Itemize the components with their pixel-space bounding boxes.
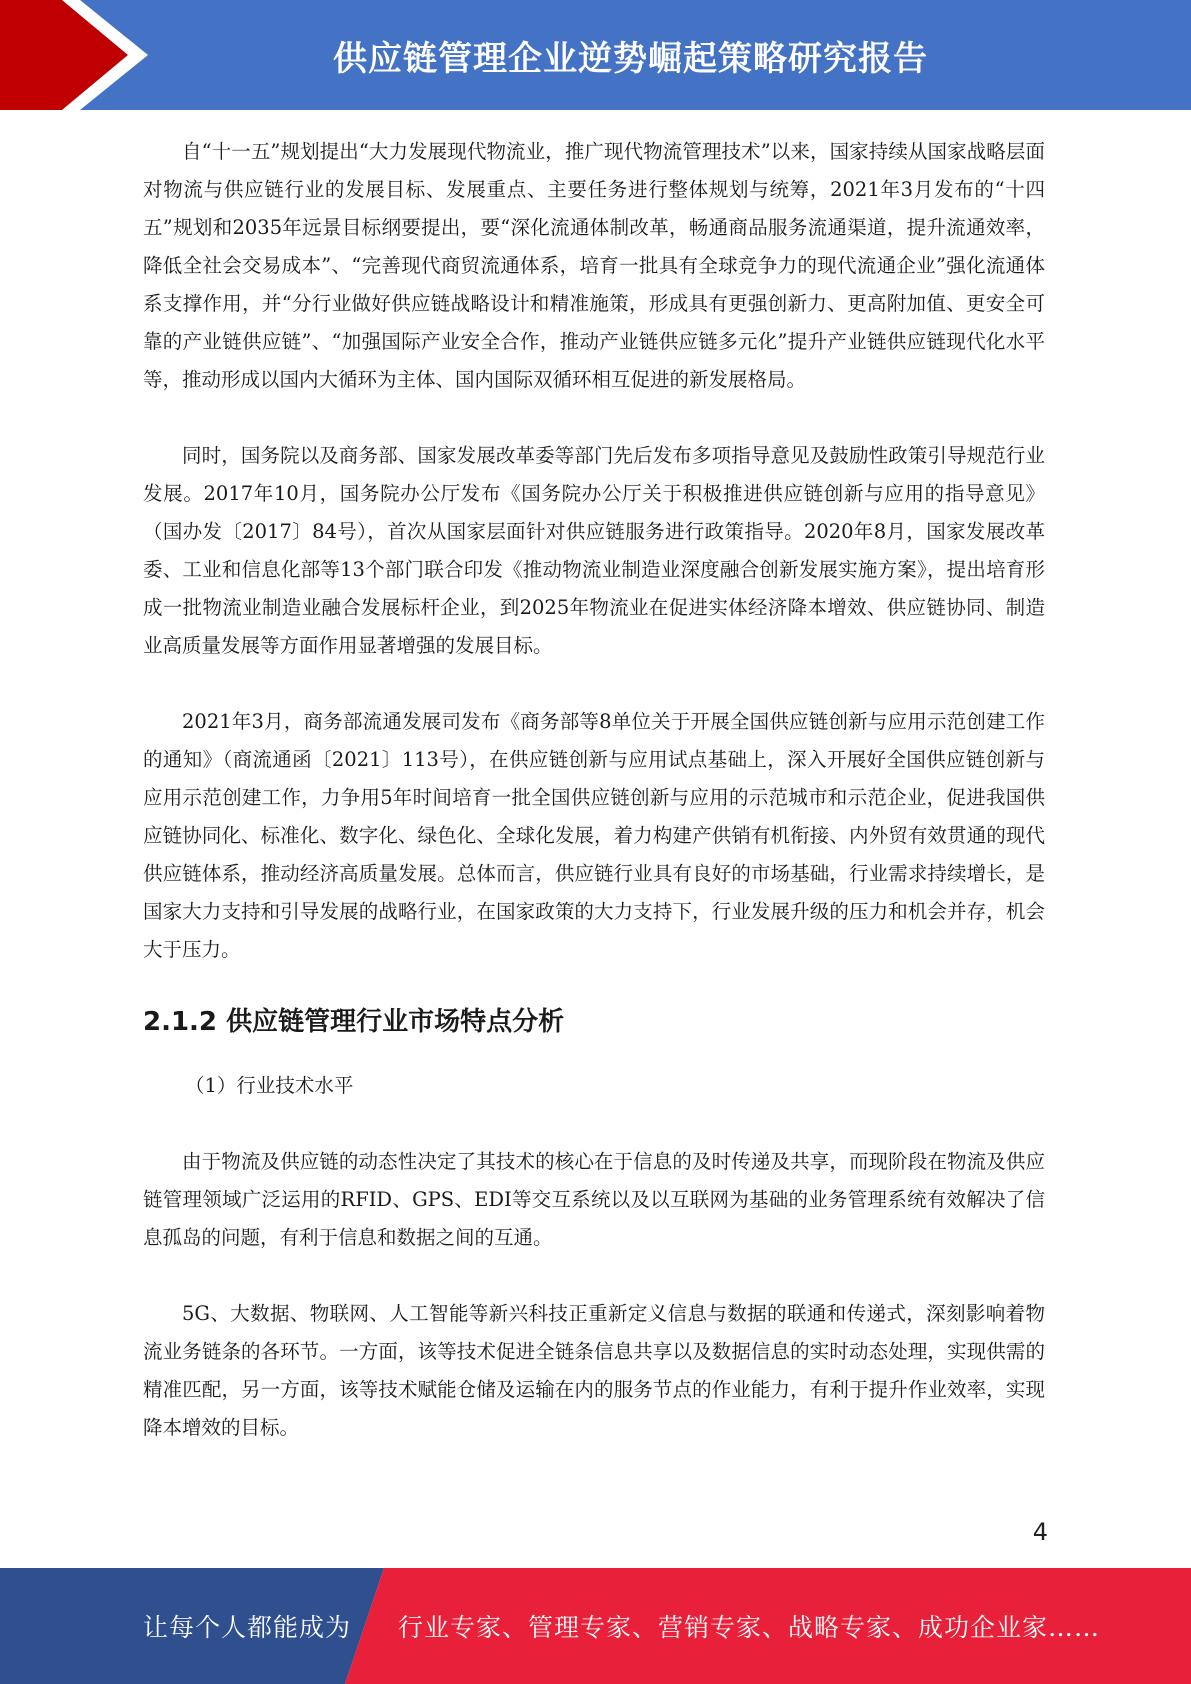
footer-slogan-right: 行业专家、管理专家、营销专家、战略专家、成功企业家…… <box>398 1613 1101 1642</box>
document-title: 供应链管理企业逆势崛起策略研究报告 <box>333 38 928 79</box>
page-number: 4 <box>1032 1518 1048 1546</box>
paragraph: 2021年3月，商务部流通发展司发布《商务部等8单位关于开展全国供应链创新与应用示范创建工作的通知》（商流通函〔2021〕113号），在供应链创新与应用试点基础上，深入开展好全国供应链创新与应用示范创建工作，力争用5年时间培育一批全国供应链创新与应用的示范城市和示范企业，促进我国供应链协同化、标准化、数字化、绿色化、全球化发展，着力构建产供销有机衔接、内外贸有效贯通的现代供应链体系，推动经济高质量发展。总体而言，供应链行业具有良好的市场基础，行业需求持续增长，是国家大力支持和引导发展的战略行业，在国家政策的大力支持下，行业发展升级的压力和机会并存，机会大于压力。 <box>143 710 1045 961</box>
header-banner <box>0 0 1191 110</box>
paragraph: 自“十一五”规划提出“大力发展现代物流业，推广现代物流管理技术”以来，国家持续从国家战略层面对物流与供应链行业的发展目标、发展重点、主要任务进行整体规划与统筹，2021年3月发布的“十四五”规划和2035年远景目标纲要提出，要“深化流通体制改革，畅通商品服务流通渠道，提升流通效率，降低全社会交易成本”、“完善现代商贸流通体系，培育一批具有全球竞争力的现代流通企业”强化流通体系支撑作用，并“分行业做好供应链战略设计和精准施策，形成具有更强创新力、更高附加值、更安全可靠的产业链供应链”、“加强国际产业安全合作，推动产业链供应链多元化”提升产业链供应链现代化水平等，推动形成以国内大循环为主体、国内国际双循环相互促进的新发展格局。 <box>143 140 1045 391</box>
footer-banner <box>0 1568 1191 1684</box>
sub-heading: （1）行业技术水平 <box>185 1074 354 1097</box>
paragraph: 由于物流及供应链的动态性决定了其技术的核心在于信息的及时传递及共享，而现阶段在物流及供应链管理领域广泛运用的RFID、GPS、EDI等交互系统以及以互联网为基础的业务管理系统有效解决了信息孤岛的问题，有利于信息和数据之间的互通。 <box>143 1150 1045 1249</box>
paragraph: 同时，国务院以及商务部、国家发展改革委等部门先后发布多项指导意见及鼓励性政策引导规范行业发展。2017年10月，国务院办公厅发布《国务院办公厅关于积极推进供应链创新与应用的指导意见》（国办发〔2017〕84号），首次从国家层面针对供应链服务进行政策指导。2020年8月，国家发展改革委、工业和信息化部等13个部门联合印发《推动物流业制造业深度融合创新发展实施方案》，提出培育形成一批物流业制造业融合发展标杆企业，到2025年物流业在促进实体经济降本增效、供应链协同、制造业高质量发展等方面作用显著增强的发展目标。 <box>143 444 1045 657</box>
section-heading: 2.1.2 供应链管理行业市场特点分析 <box>143 1007 565 1037</box>
footer-slogan-left: 让每个人都能成为 <box>143 1613 352 1642</box>
document-body <box>143 133 1045 1447</box>
paragraph: 5G、大数据、物联网、人工智能等新兴科技正重新定义信息与数据的联通和传递式，深刻影响着物流业务链条的各环节。一方面，该等技术促进全链条信息共享以及数据信息的实时动态处理，实现供需的精准匹配，另一方面，该等技术赋能仓储及运输在内的服务节点的作业能力，有利于提升作业效率，实现降本增效的目标。 <box>143 1302 1045 1439</box>
